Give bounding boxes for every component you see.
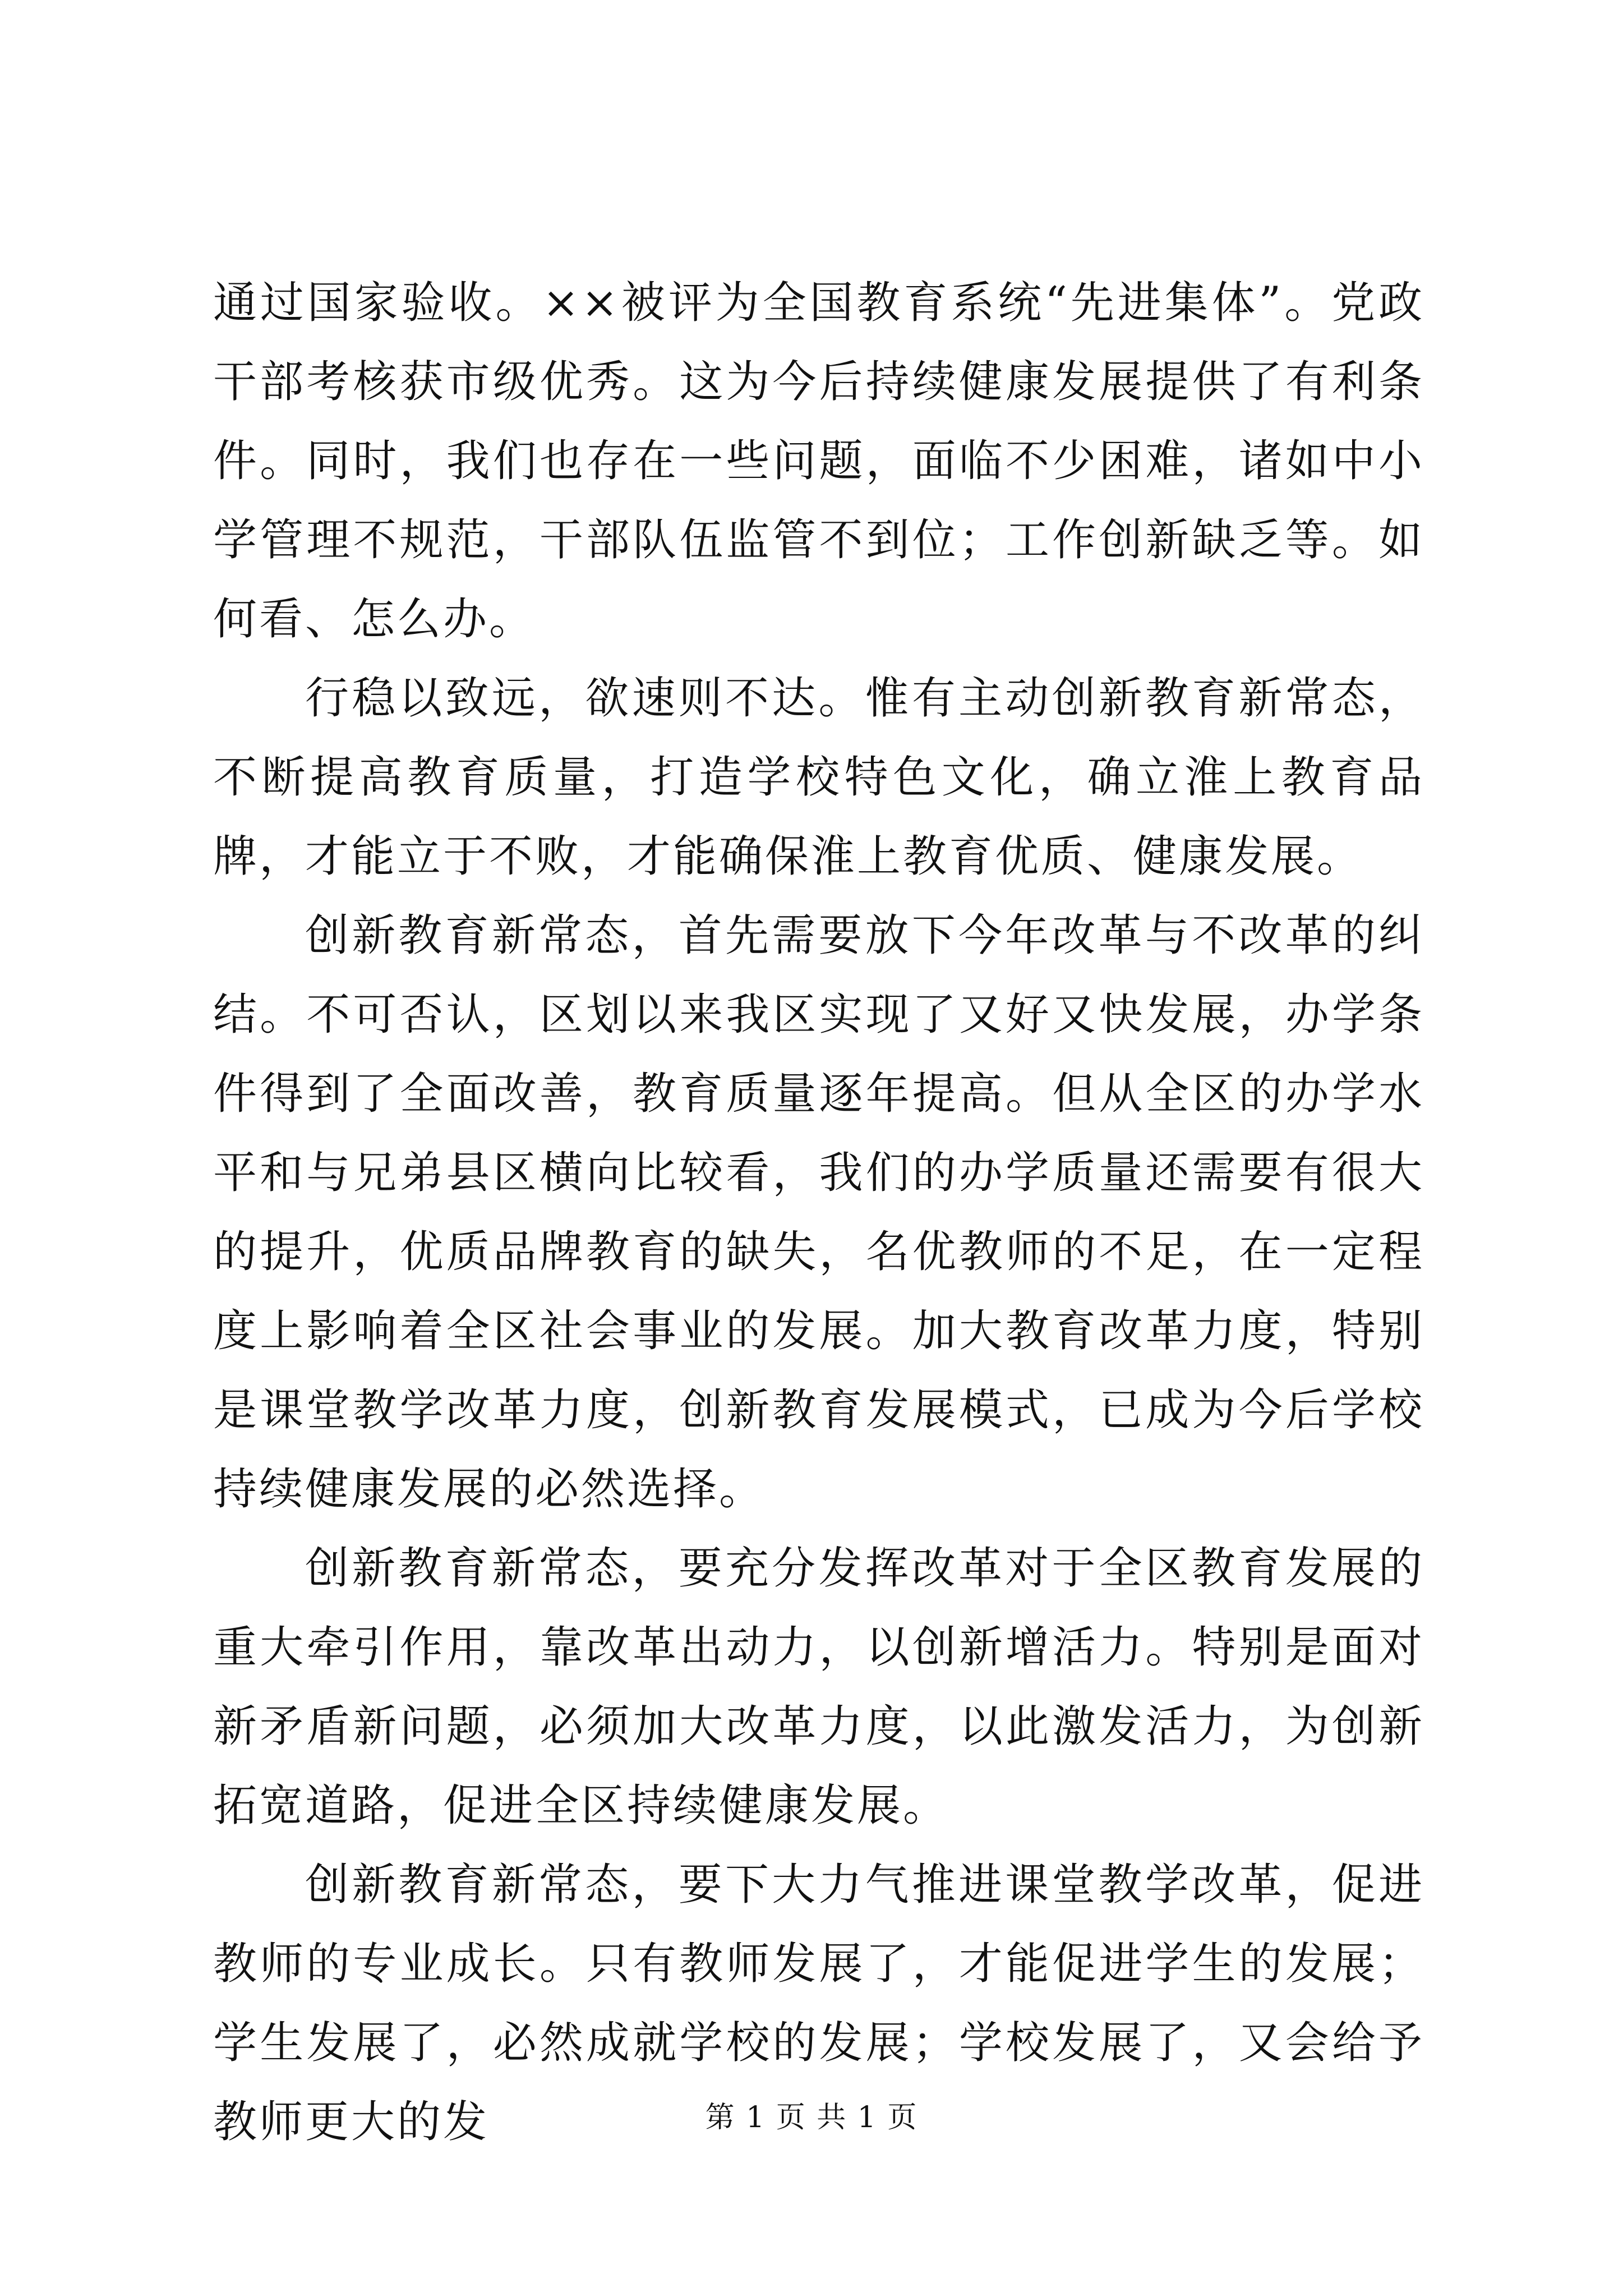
- paragraph: 行稳以致远，欲速则不达。惟有主动创新教育新常态，不断提高教育质量，打造学校特色文化，确立淮上教育品牌，才能立于不败，才能确保淮上教育优质、健康发展。: [213, 673, 1424, 882]
- document-body: [213, 264, 1424, 2162]
- paragraph: 创新教育新常态，要充分发挥改革对于全区教育发展的重大牵引作用，靠改革出动力，以创新增活力。特别是面对新矛盾新问题，必须加大改革力度，以此激发活力，为创新拓宽道路，促进全区持续健康发展。: [213, 1543, 1424, 1831]
- page-number-footer: 第 1 页 共 1 页: [705, 2101, 918, 2134]
- paragraph: 创新教育新常态，首先需要放下今年改革与不改革的纠结。不可否认，区划以来我区实现了又好又快发展，办学条件得到了全面改善，教育质量逐年提高。但从全区的办学水平和与兄弟县区横向比较看，我们的办学质量还需要有很大的提升，优质品牌教育的缺失，名优教师的不足，在一定程度上影响着全区社会事业的发展。加大教育改革力度，特别是课堂教学改革力度，创新教育发展模式，已成为今后学校持续健康发展的必然选择。: [213, 910, 1424, 1515]
- paragraph: 通过国家验收。××被评为全国教育系统“先进集体”。党政干部考核获市级优秀。这为今后持续健康发展提供了有利条件。同时，我们也存在一些问题，面临不少困难，诸如中小学管理不规范，干部队伍监管不到位；工作创新缺乏等。如何看、怎么办。: [213, 278, 1424, 645]
- paragraph: 创新教育新常态，要下大力气推进课堂教学改革，促进教师的专业成长。只有教师发展了，才能促进学生的发展；学生发展了，必然成就学校的发展；学校发展了，又会给予教师更大的发: [213, 1860, 1424, 2147]
